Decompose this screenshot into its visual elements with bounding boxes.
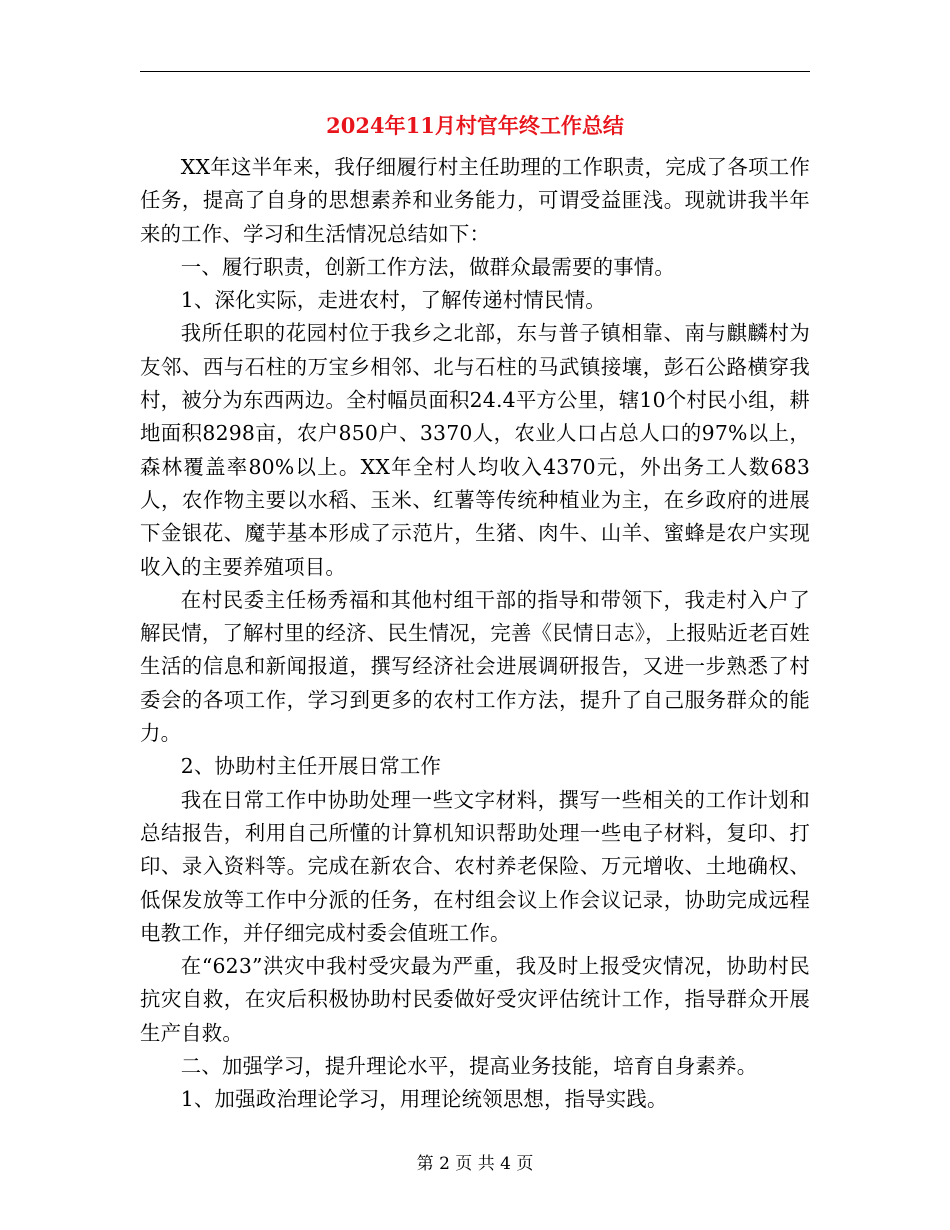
paragraph-intro: XX年这半年来，我仔细履行村主任助理的工作职责，完成了各项工作任务，提高了自身的思想素养和业务能力，可谓受益匪浅。现就讲我半年来的工作、学习和生活情况总结如下： bbox=[140, 155, 810, 246]
subsection-heading-1-2: 2、协助村主任开展日常工作 bbox=[180, 754, 442, 779]
subsection-heading-1-1: 1、深化实际，走进农村，了解传递村情民情。 bbox=[180, 288, 606, 313]
document-title: 2024年11月村官年终工作总结 bbox=[326, 113, 624, 138]
header-rule bbox=[140, 71, 810, 72]
paragraph-flood-relief: 在“623”洪灾中我村受灾最为严重，我及时上报受灾情况，协助村民抗灾自救，在灾后积极协助村民委做好受灾评估统计工作，指导群众开展生产自救。 bbox=[140, 954, 810, 1045]
subsection-heading-2-1: 1、加强政治理论学习，用理论统领思想，指导实践。 bbox=[180, 1087, 668, 1112]
section-heading-2: 二、加强学习，提升理论水平，提高业务技能，培育自身素养。 bbox=[180, 1054, 758, 1079]
page-footer: 第 2 页 共 4 页 bbox=[416, 1154, 534, 1174]
section-heading-1: 一、履行职责，创新工作方法，做群众最需要的事情。 bbox=[180, 254, 675, 279]
paragraph-daily-work: 我在日常工作中协助处理一些文字材料，撰写一些相关的工作计划和总结报告，利用自己所懂的计算机知识帮助处理一些电子材料，复印、打印、录入资料等。完成在新农合、农村养老保险、万元增收、土地确权、低保发放等工作中分派的任务，在村组会议上作会议记录，协助完成远程电教工作，并仔细完成村委会值班工作。 bbox=[140, 787, 810, 945]
document-body bbox=[140, 151, 810, 1117]
paragraph-village-profile: 我所任职的花园村位于我乡之北部，东与普子镇相靠、南与麒麟村为友邻、西与石柱的万宝乡相邻、北与石柱的马武镇接壤，彭石公路横穿我村，被分为东西两边。全村幅员面积24.4平方公里，辖10个村民小组，耕地面积8298亩，农户850户、3370人，农业人口占总人口的97%以上，森林覆盖率80%以上。XX年全村人均收入4370元，外出务工人数683人，农作物主要以水稻、玉米、红薯等传统种植业为主，在乡政府的进展下金银花、魔芋基本形成了示范片，生猪、肉牛、山羊、蜜蜂是农户实现收入的主要养殖项目。 bbox=[140, 321, 810, 579]
paragraph-village-work: 在村民委主任杨秀福和其他村组干部的指导和带领下，我走村入户了解民情，了解村里的经济、民生情况，完善《民情日志》，上报贴近老百姓生活的信息和新闻报道，撰写经济社会进展调研报告，又进一步熟悉了村委会的各项工作，学习到更多的农村工作方法，提升了自己服务群众的能力。 bbox=[140, 587, 810, 746]
